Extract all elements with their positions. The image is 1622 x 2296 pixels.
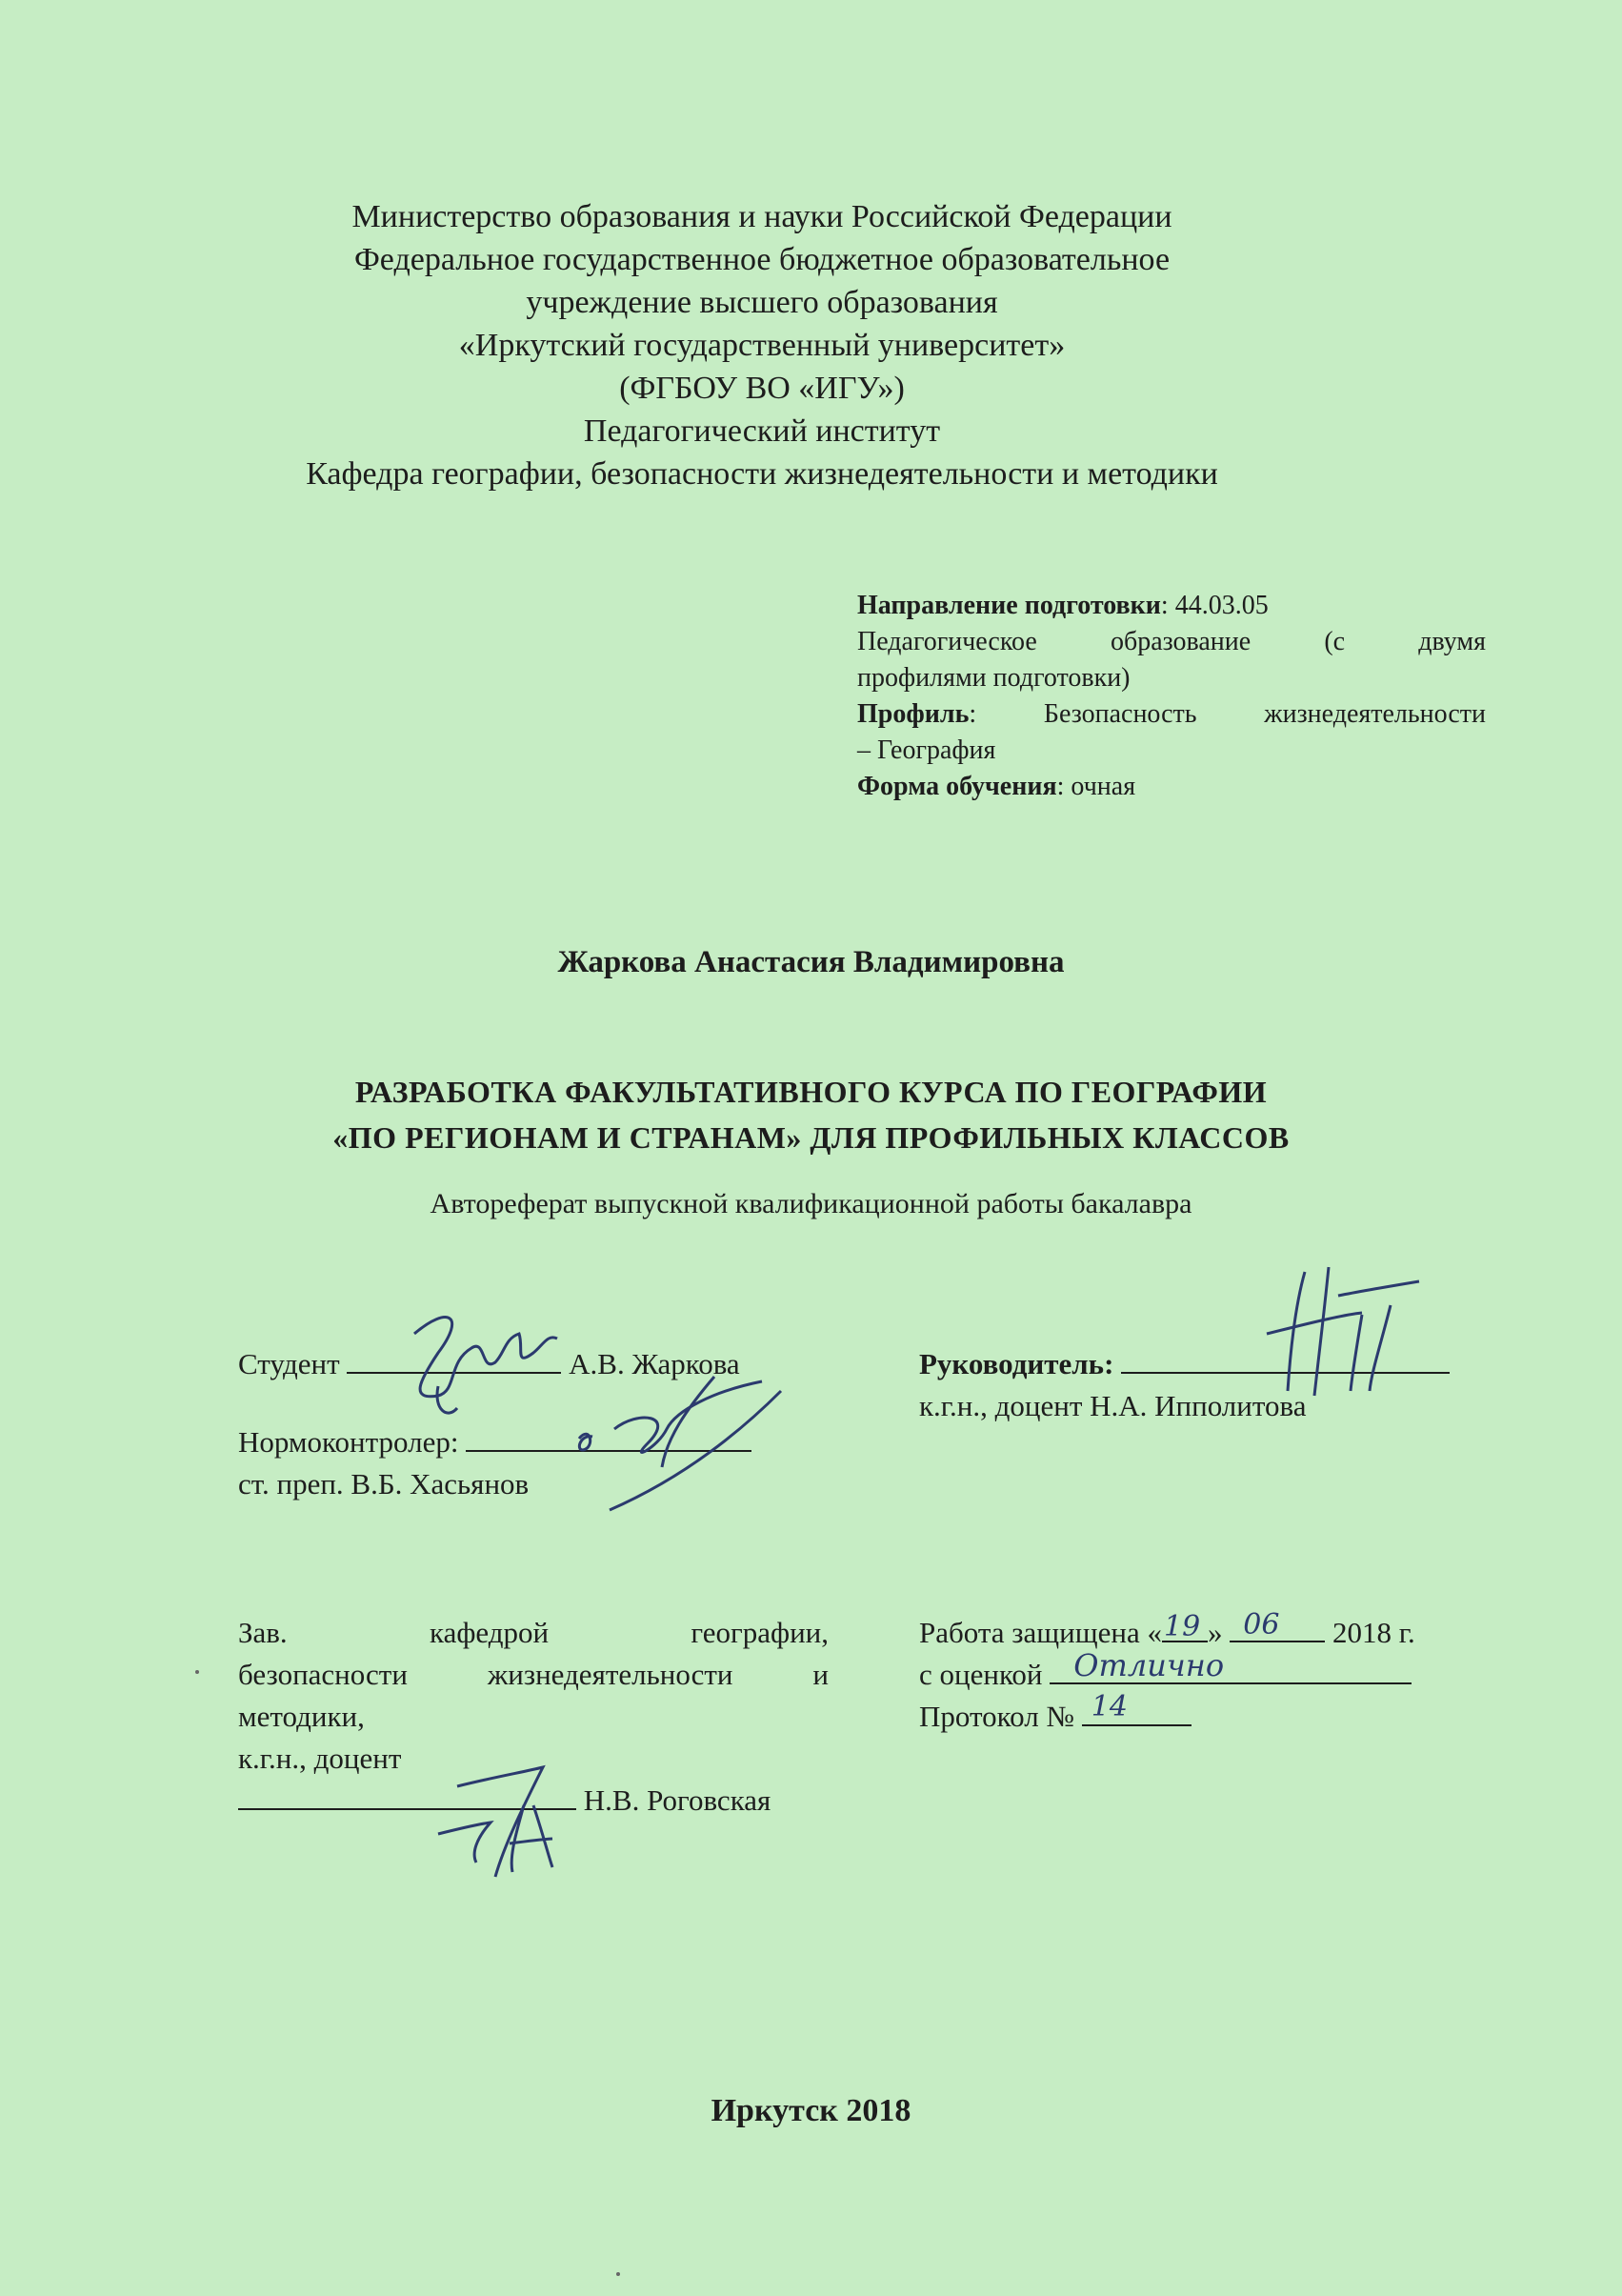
protocol-line (1082, 1690, 1191, 1726)
defense-block (919, 1608, 1510, 1738)
head-signature-icon (419, 1748, 591, 1882)
supervisor-signature-icon (1238, 1258, 1429, 1410)
profile-value: : Безопасность жизнедеятельности (969, 699, 1486, 729)
defense-label: Работа защищена « (919, 1616, 1162, 1649)
head-title-line: Зав. кафедрой географии, (238, 1616, 829, 1649)
student-label: Студент (238, 1347, 340, 1380)
grade-line (1050, 1647, 1412, 1684)
header-line: «Иркутский государственный университет» (458, 328, 1066, 363)
supervisor-name: к.г.н., доцент Н.А. Ипполитова (919, 1389, 1307, 1422)
speck (195, 1670, 199, 1674)
city-year: Иркутск 2018 (711, 2093, 911, 2128)
author-name: Жаркова Анастасия Владимировна (557, 945, 1065, 979)
profile-label: Профиль (857, 699, 970, 729)
head-title-line: к.г.н., доцент (238, 1742, 402, 1775)
study-direction-block (857, 588, 1486, 805)
direction-line: профилями подготовки) (857, 663, 1131, 693)
supervisor-label: Руководитель: (919, 1347, 1114, 1380)
protocol-number: 14 (1091, 1690, 1128, 1723)
normcontrol-name: ст. преп. В.Б. Хасьянов (238, 1467, 530, 1500)
student-name: А.В. Жаркова (569, 1347, 740, 1380)
defense-year: 2018 г. (1332, 1616, 1415, 1649)
speck (616, 2272, 620, 2276)
header-line: (ФГБОУ ВО «ИГУ») (619, 371, 905, 406)
header-line: учреждение высшего образования (526, 285, 998, 320)
study-form-label: Форма обучения (857, 772, 1057, 801)
normcontrol-label: Нормоконтролер: (238, 1425, 459, 1459)
head-name: Н.В. Роговская (583, 1783, 771, 1817)
defense-month-line (1230, 1608, 1325, 1642)
normcontroller-signature-icon (571, 1372, 829, 1515)
defense-day: 19 (1164, 1610, 1201, 1643)
student-signature-icon (381, 1296, 571, 1429)
header-line: Педагогический институт (583, 413, 941, 449)
grade-value: Отлично (1073, 1647, 1225, 1683)
protocol-label: Протокол № (919, 1700, 1074, 1733)
institution-header (238, 195, 1286, 495)
profile-value-continued: – География (857, 735, 996, 765)
grade-label: с оценкой (919, 1658, 1043, 1691)
head-title-line: безопасности жизнедеятельности и (238, 1658, 829, 1691)
header-line: Кафедра географии, безопасности жизнедеятельности и методики (306, 456, 1218, 492)
thesis-title (0, 1069, 1622, 1160)
thesis-subtitle: Автореферат выпускной квалификационной работы бакалавра (430, 1188, 1192, 1219)
direction-code: : 44.03.05 (1160, 591, 1269, 620)
defense-quote-close: » (1208, 1616, 1223, 1649)
head-title-line: методики, (238, 1700, 365, 1733)
defense-month: 06 (1243, 1608, 1280, 1641)
direction-line: Педагогическое образование (с двумя (857, 627, 1486, 656)
title-line: «ПО РЕГИОНАМ И СТРАНАМ» ДЛЯ ПРОФИЛЬНЫХ КЛАССОВ (332, 1120, 1290, 1155)
study-form-value: : очная (1056, 772, 1136, 801)
header-line: Федеральное государственное бюджетное образовательное (353, 242, 1171, 277)
title-line: РАЗРАБОТКА ФАКУЛЬТАТИВНОГО КУРСА ПО ГЕОГРАФИИ (354, 1075, 1268, 1109)
header-line: Министерство образования и науки Российской Федерации (351, 199, 1172, 234)
direction-label: Направление подготовки (857, 591, 1161, 620)
defense-day-line (1162, 1612, 1208, 1642)
